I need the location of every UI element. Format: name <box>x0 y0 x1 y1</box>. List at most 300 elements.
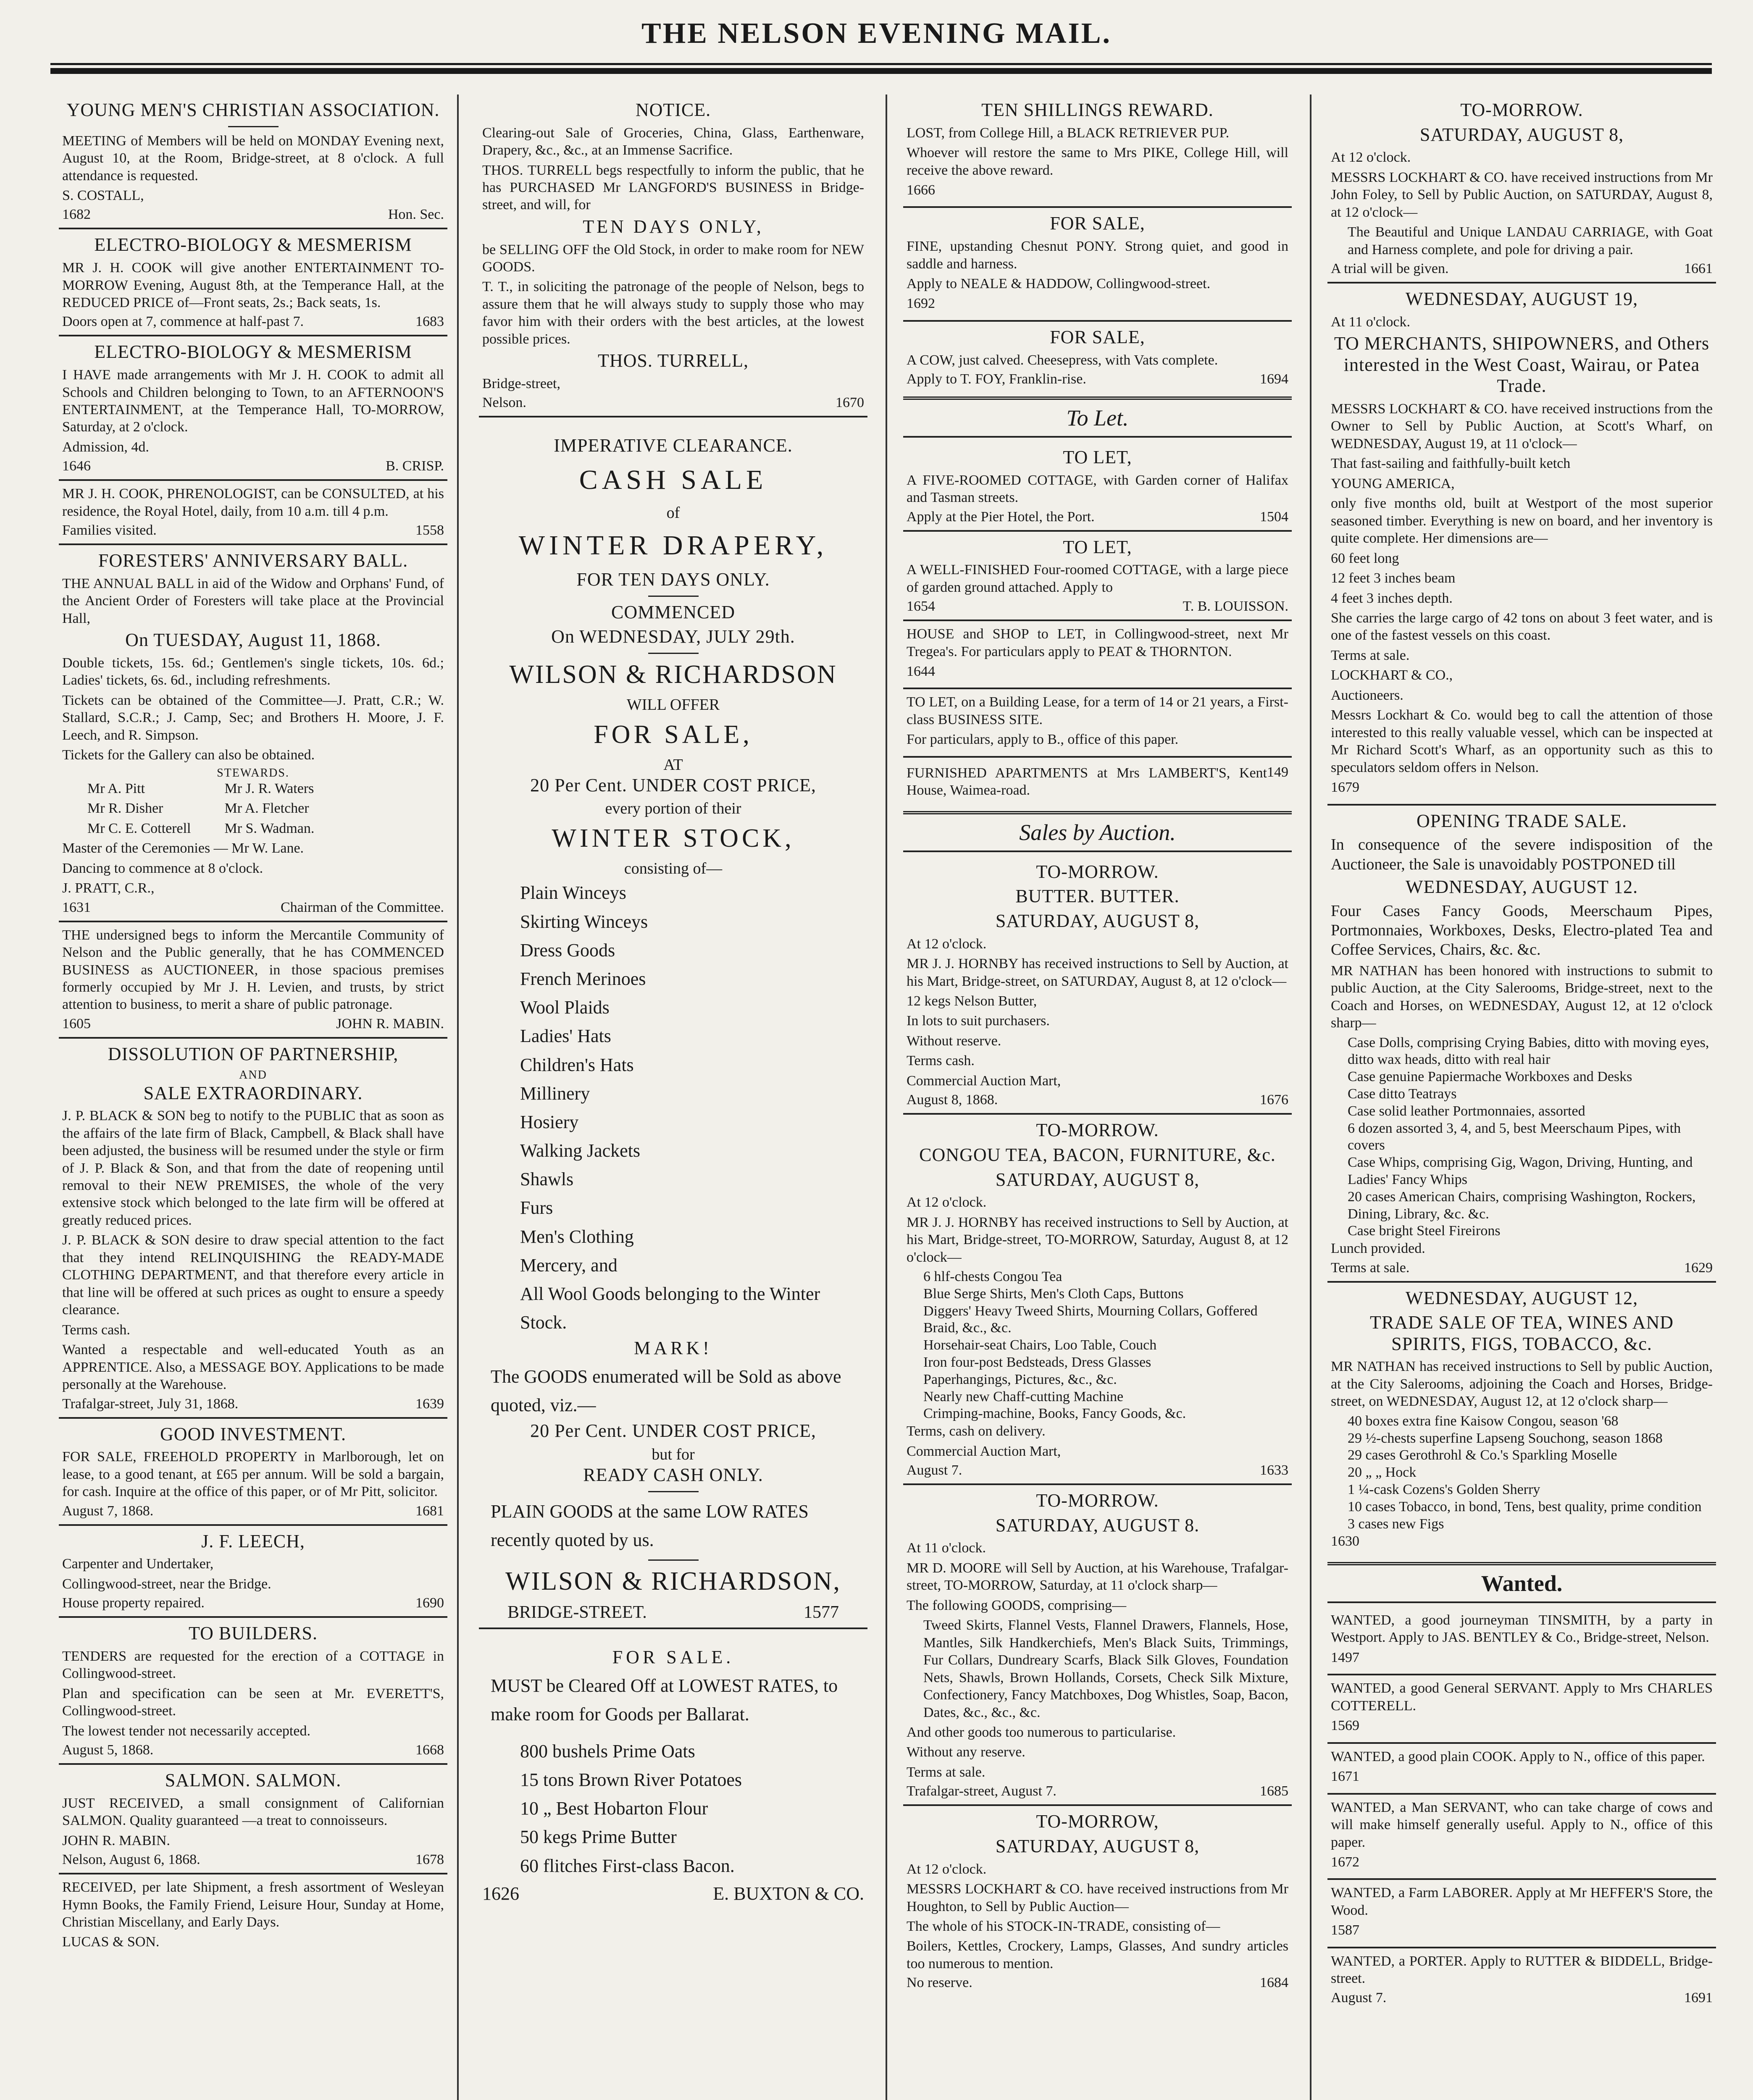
ad-date: August 7. <box>1331 1990 1387 2006</box>
list-item: 10 „ Best Hobarton Flour <box>520 1798 708 1819</box>
ad-body: WANTED, a PORTER. Apply to RUTTER & BIDDELL, Bridge-street. <box>1331 1953 1713 1987</box>
ad-title: YOUNG MEN'S CHRISTIAN ASSOCIATION. <box>66 100 440 120</box>
ad-wanted-man-servant <box>1327 1793 1716 1879</box>
ad-body: A COW, just calved. Cheesepress, with Vats complete. <box>907 352 1218 368</box>
ad-body: I HAVE made arrangements with Mr J. H. COOK to admit all Schools and Children belonging to Town, to an AFTERNOON'S ENTERTAINMENT, at the Temperance Hall, TO-MORROW, Saturday, at 2 o'clock. <box>62 367 444 435</box>
ad-of: of <box>666 504 680 522</box>
ad-number: 1676 <box>1260 1092 1288 1108</box>
ad-number: 1670 <box>836 395 864 411</box>
ad-goods: Four Cases Fancy Goods, Meerschaum Pipes, Portmonnaies, Workboxes, Desks, Electro-plated Tea and Coffee Services, Chairs, &c. &c. <box>1331 902 1713 959</box>
ad-body: WANTED, a Farm LABORER. Apply at Mr HEFFER'S Store, the Wood. <box>1331 1885 1713 1918</box>
ad-body-2: Plan and specification can be seen at Mr. EVERETT'S, Collingwood-street. <box>62 1685 444 1719</box>
ad-number: 1683 <box>415 314 444 330</box>
ad-cottage-2 <box>903 530 1292 620</box>
ad-line: The Beautiful and Unique LANDAU CARRIAGE, with Goat and Harness complete, and pole for driving a pair. <box>1348 224 1713 257</box>
ad-imperative: IMPERATIVE CLEARANCE. <box>554 435 793 456</box>
ad-moore-auction <box>903 1483 1292 1804</box>
ad-time: At 12 o'clock. <box>1331 150 1411 165</box>
ad-number: 1605 <box>62 1016 91 1032</box>
ad-ship: YOUNG AMERICA, <box>1331 475 1455 491</box>
ad-signature-town: Nelson. <box>482 395 526 411</box>
ad-body: FOR SALE, FREEHOLD PROPERTY in Marlborough, let on lease, to a good tenant, at £65 per annum. Will be sold a bargain, for cash. Inquire at the office of this paper, or of Mr Pitt, solicitor. <box>62 1449 444 1500</box>
ad-title: TEN SHILLINGS REWARD. <box>981 100 1214 120</box>
ad-number: 1681 <box>415 1503 444 1519</box>
ad-signature: LOCKHART & CO., <box>1331 667 1453 683</box>
ad-number: 1694 <box>1260 371 1288 387</box>
ad-signature: J. PRATT, C.R., <box>62 880 155 896</box>
ad-title: BUTTER. BUTTER. <box>1015 886 1180 907</box>
column-rule <box>886 94 887 2100</box>
ad-number: 1661 <box>1684 261 1713 276</box>
ad-line: Admission, 4d. <box>62 439 149 455</box>
list-item: Children's Hats <box>520 1054 634 1075</box>
section-to-let: To Let. <box>903 396 1292 438</box>
steward: Mr C. E. Cotterell <box>87 820 191 836</box>
ad-line: The following GOODS, comprising— <box>907 1597 1127 1613</box>
ad-line: Families visited. <box>62 522 157 538</box>
ad-every: every portion of their <box>605 800 741 818</box>
ad-gallery: Tickets for the Gallery can also be obtained. <box>62 747 315 763</box>
ad-goods: The GOODS enumerated will be Sold as above quoted, viz.— <box>491 1366 841 1416</box>
ad-number: 1497 <box>1331 1649 1359 1665</box>
ad-signature-role: Hon. Sec. <box>388 207 444 223</box>
ad-line: only five months old, built at Westport of the most superior seasoned timber. Everything is new on board, and her inventory is quite complete. Her dimensions are— <box>1331 496 1713 546</box>
list-item: Iron four-post Bedsteads, Dress Glasses <box>923 1354 1151 1370</box>
ad-cottage-1 <box>903 442 1292 530</box>
ad-signature: LUCAS & SON. <box>62 1934 160 1950</box>
dimension: 60 feet long <box>1331 550 1399 566</box>
ad-ten-days: FOR TEN DAYS ONLY. <box>576 569 770 590</box>
ad-time: At 11 o'clock. <box>907 1540 986 1556</box>
ad-body: MESSRS LOCKHART & CO. have received instructions from Mr John Foley, to Sell by Public Auction, on SATURDAY, August 8, at 12 o'clock— <box>1331 169 1713 220</box>
ad-master: Master of the Ceremonies — Mr W. Lane. <box>62 840 304 856</box>
ad-firm: WILSON & RICHARDSON <box>509 660 837 689</box>
ad-body-2: Apply to T. FOY, Franklin-rise. <box>907 371 1086 387</box>
ad-wanted-servant <box>1327 1674 1716 1742</box>
ad-number: 1690 <box>415 1595 444 1611</box>
ad-time: At 12 o'clock. <box>907 1861 987 1877</box>
ad-turrell-notice <box>479 94 867 416</box>
ad-body-2: Apply at the Pier Hotel, the Port. <box>907 509 1095 525</box>
ad-buxton-for-sale <box>479 1628 867 1909</box>
ad-line: The whole of his STOCK-IN-TRADE, consisting of— <box>907 1918 1220 1934</box>
ad-body-2: MR NATHAN has been honored with instructions to submit to public Auction, at the City Salerooms, Bridge-street, next to the Coach and Horses, on WEDNESDAY, August 12, at 12 o'clock sharp— <box>1331 963 1713 1031</box>
list-item: Wool Plaids <box>520 997 610 1018</box>
list-item: Plain Winceys <box>520 882 626 903</box>
masthead-rule-thick <box>50 68 1712 74</box>
ad-line: The lowest tender not necessarily accepted. <box>62 1723 310 1739</box>
ad-number: 1577 <box>804 1602 839 1622</box>
ad-lockhart-houghton <box>903 1804 1292 1996</box>
ad-date: SATURDAY, AUGUST 8, <box>995 1169 1200 1190</box>
ad-number: 1569 <box>1331 1718 1359 1734</box>
ad-to-builders <box>59 1616 447 1763</box>
ad-phrenologist <box>59 479 447 543</box>
ad-body: WANTED, a good General SERVANT. Apply to Mrs CHARLES COTTERELL. <box>1331 1680 1713 1714</box>
ad-body: MR J. H. COOK will give another ENTERTAINMENT TO-MORROW Evening, August 8th, at the Temperance Hall, at the REDUCED PRICE of—Front seats, 2s.; Back seats, 1s. <box>62 260 444 310</box>
list-item: Case solid leather Portmonnaies, assorted <box>1348 1103 1585 1119</box>
ad-tickets: Double tickets, 15s. 6d.; Gentlemen's single tickets, 10s. 6d.; Ladies' tickets, 6s. 6d., including refreshments. <box>62 655 444 688</box>
ad-number: 1639 <box>415 1396 444 1412</box>
ad-dissolution <box>59 1037 447 1417</box>
ad-building-lease <box>903 688 1292 756</box>
ad-line: Clearing-out Sale of Groceries, China, Glass, Earthenware, Drapery, &c., &c., at an Immense Sacrifice. <box>482 125 864 158</box>
ad-butter-auction <box>903 856 1292 1113</box>
column-2 <box>479 94 867 2100</box>
ad-ymca <box>59 94 447 228</box>
ad-line: A trial will be given. <box>1331 261 1449 276</box>
ad-terms: Terms at sale. <box>1331 1260 1410 1276</box>
list-item: Hosiery <box>520 1111 579 1132</box>
ad-body-2: be SELLING OFF the Old Stock, in order to make room for NEW GOODS. <box>482 242 864 275</box>
ad-wanted-porter <box>1327 1947 1716 2011</box>
dimension: 12 feet 3 inches beam <box>1331 570 1456 586</box>
ad-at: AT <box>663 756 683 774</box>
ad-leech <box>59 1524 447 1617</box>
ad-body: MEETING of Members will be held on MONDAY Evening next, August 10, at the Room, Bridge-street, at 8 o'clock. A full attendance is requested. <box>62 133 444 184</box>
column-1 <box>59 94 447 2100</box>
ad-line: House property repaired. <box>62 1595 205 1611</box>
ad-mark: MARK! <box>634 1338 712 1359</box>
column-3 <box>903 94 1292 2100</box>
list-item: Horsehair-seat Chairs, Loo Table, Couch <box>923 1337 1157 1353</box>
ad-body: WANTED, a Man SERVANT, who can take charge of cows and will make himself generally useful. Apply to N., office of this paper. <box>1331 1799 1713 1850</box>
list-item: Ladies' Hats <box>520 1026 611 1047</box>
ad-house-shop <box>903 620 1292 688</box>
ad-commenced: COMMENCED <box>611 601 736 622</box>
masthead-rule <box>50 63 1712 65</box>
ad-time: At 12 o'clock. <box>907 936 987 952</box>
ad-body: MUST be Cleared Off at LOWEST RATES, to make room for Goods per Ballarat. <box>491 1675 838 1725</box>
list-item: Mercery, and <box>520 1255 618 1276</box>
ad-ten-days: TEN DAYS ONLY, <box>583 216 764 237</box>
ad-body: J. P. BLACK & SON beg to notify to the PUBLIC that as soon as the affairs of the late firm of Black, Campbell, & Black shall have been adjusted, the business will be resumed under the style or firm of J. P. Black & Son, and that from the date of reopening until removal to their NEW PREMISES, the whole of the very extensive stock which belonged to the late firm will be offered at greatly reduced prices. <box>62 1108 444 1228</box>
ad-line: Boilers, Kettles, Crockery, Lamps, Glasses, And sundry articles too numerous to mention. <box>907 1938 1288 1971</box>
ad-pct-2: 20 Per Cent. UNDER COST PRICE, <box>530 1420 816 1441</box>
ad-number: 1672 <box>1331 1854 1359 1870</box>
ad-signature: THOS. TURRELL, <box>597 350 749 371</box>
list-item: 20 cases American Chairs, comprising Washington, Rockers, Dining, Library, &c. &c. <box>1348 1189 1696 1222</box>
ad-title: TO LET, <box>1063 447 1132 467</box>
dimension: 4 feet 3 inches depth. <box>1331 590 1453 606</box>
list-item: 29 ½-chests superfine Lapseng Souchong, season 1868 <box>1348 1430 1663 1446</box>
ad-number: 1668 <box>415 1742 444 1758</box>
ad-body: RECEIVED, per late Shipment, a fresh assortment of Wesleyan Hymn Books, the Family Friend, Leisure Hour, Sunday at Home, Christian Miscellany, and Early Days. <box>62 1880 444 1930</box>
produce-list <box>482 1737 864 1880</box>
ad-signature: JOHN R. MABIN. <box>336 1016 444 1032</box>
ad-obtain: Tickets can be obtained of the Committee—J. Pratt, C.R.; W. Stallard, S.C.R.; J. Camp, Sec; and Brothers H. Moore, J. F. Leech, and R. Simpson. <box>62 692 444 743</box>
ad-terms: Terms cash. <box>62 1322 130 1338</box>
ad-date: SATURDAY, AUGUST 8, <box>995 911 1200 931</box>
ad-line: That fast-sailing and faithfully-built ketch <box>1331 456 1571 472</box>
ad-reserve: No reserve. <box>907 1975 972 1991</box>
ad-body: WANTED, a good plain COOK. Apply to N., office of this paper. <box>1331 1748 1705 1764</box>
ad-consisting: consisting of— <box>624 860 723 878</box>
ad-body-2: For particulars, apply to B., office of this paper. <box>907 732 1179 748</box>
ad-line: 12 kegs Nelson Butter, <box>907 993 1037 1009</box>
ad-ten-shillings-reward <box>903 94 1292 206</box>
ad-winter-drapery: WINTER DRAPERY, <box>518 530 828 561</box>
ad-number: 1587 <box>1331 1922 1359 1938</box>
ad-number: 1633 <box>1260 1462 1288 1478</box>
list-item: 6 hlf-chests Congou Tea <box>923 1269 1062 1284</box>
ad-date: On TUESDAY, August 11, 1868. <box>125 630 381 651</box>
list-item: 20 „ „ Hock <box>1348 1465 1417 1480</box>
ad-date: WEDNESDAY, AUGUST 12, <box>1405 1287 1638 1308</box>
list-item: 3 cases new Figs <box>1348 1516 1444 1532</box>
ad-title: TO BUILDERS. <box>189 1623 318 1644</box>
list-item: French Merinoes <box>520 968 646 989</box>
ad-hymn-books <box>59 1873 447 1958</box>
ad-number: 1682 <box>62 207 91 223</box>
ad-signature: E. BUXTON & CO. <box>713 1883 864 1904</box>
list-item: Furs <box>520 1197 553 1218</box>
list-item: 50 kegs Prime Butter <box>520 1827 677 1848</box>
ad-number: 1504 <box>1260 509 1288 525</box>
ad-tomorrow: TO-MORROW, <box>1036 1811 1159 1832</box>
list-item: Dress Goods <box>520 940 615 961</box>
ad-signature-role: Chairman of the Committee. <box>280 899 444 915</box>
list-item: Case Dolls, comprising Crying Babies, ditto with moving eyes, ditto wax heads, ditto with real hair <box>1348 1034 1709 1068</box>
ad-firm-2: WILSON & RICHARDSON, <box>505 1567 841 1596</box>
ad-number: 1666 <box>907 182 935 198</box>
ad-cash-sale: CASH SALE <box>579 465 767 495</box>
ad-wilson-richardson <box>479 416 867 1628</box>
ad-title: DISSOLUTION OF PARTNERSHIP, <box>108 1043 399 1064</box>
list-item: 800 bushels Prime Oats <box>520 1740 695 1761</box>
ad-date: August 5, 1868. <box>62 1742 154 1758</box>
ad-date: August 8, 1868. <box>907 1092 998 1108</box>
ad-terms: Terms, cash on delivery. <box>907 1423 1046 1439</box>
steward: Mr A. Pitt <box>87 780 145 796</box>
ad-tomorrow: TO-MORROW. <box>1460 100 1583 120</box>
section-wanted: Wanted. <box>1327 1562 1716 1603</box>
ad-line: Doors open at 7, commence at half-past 7. <box>62 314 304 330</box>
list-item: 10 cases Tobacco, in bond, Tens, best quality, prime condition <box>1348 1499 1702 1515</box>
ad-title: TO LET, <box>1063 536 1132 557</box>
ad-date: August 7, 1868. <box>62 1503 154 1519</box>
ad-number: 1558 <box>415 522 444 538</box>
ad-date: Trafalgar-street, July 31, 1868. <box>62 1396 239 1412</box>
ad-body: MR J. J. HORNBY has received instructions to Sell by Auction, at his Mart, Bridge-street, on SATURDAY, August 8, at 12 o'clock— <box>907 956 1288 989</box>
ad-terms: Terms at sale. <box>907 1764 986 1780</box>
ad-title: ELECTRO-BIOLOGY & MESMERISM <box>94 341 412 362</box>
ad-ketch-sale <box>1327 282 1716 804</box>
ad-body: JUST RECEIVED, a small consignment of Californian SALMON. Quality guaranteed —a treat to connoisseurs. <box>62 1795 444 1829</box>
list-item: 60 flitches First-class Bacon. <box>520 1855 735 1876</box>
ad-body-3: T. T., in soliciting the patronage of the people of Nelson, begs to assure them that he will always study to supply those who may favor him with their orders with the best articles, at the lowest possible prices. <box>482 279 864 347</box>
stock-list <box>482 879 864 1337</box>
ad-body-2: Whoever will restore the same to Mrs PIKE, College Hill, will receive the above reward. <box>907 145 1288 178</box>
ad-street: BRIDGE-STREET. <box>507 1602 647 1622</box>
ad-dancing: Dancing to commence at 8 o'clock. <box>62 860 263 876</box>
ad-number: 1646 <box>62 458 91 474</box>
ad-cow <box>903 320 1292 392</box>
ad-lunch: Lunch provided. <box>1331 1241 1425 1257</box>
ad-body: THOS. TURRELL begs respectfully to inform the public, that he has PURCHASED Mr LANGFORD'S BUSINESS in Bridge-street, and will, for <box>482 162 864 213</box>
steward: Mr R. Disher <box>87 801 163 816</box>
ad-line: Terms cash. <box>907 1053 975 1069</box>
ad-pony <box>903 206 1292 320</box>
masthead: THE NELSON EVENING MAIL. <box>641 17 1112 50</box>
ad-ready-cash: READY CASH ONLY. <box>583 1464 763 1485</box>
steward: Mr A. Fletcher <box>224 801 309 816</box>
ad-title: OPENING TRADE SALE. <box>1417 810 1627 831</box>
ad-wanted-cook <box>1327 1742 1716 1793</box>
ad-title: SALMON. SALMON. <box>165 1770 342 1791</box>
ad-date: August 7. <box>907 1462 962 1478</box>
ad-number: 1654 <box>907 598 935 614</box>
stewards-list <box>87 780 444 840</box>
list-item: 1 ¼-cask Cozens's Golden Sherry <box>1348 1481 1540 1497</box>
ad-signature: B. CRISP. <box>386 458 444 474</box>
ad-title-2: SALE EXTRAORDINARY. <box>143 1082 363 1103</box>
ad-body: A FIVE-ROOMED COTTAGE, with Garden corner of Halifax and Tasman streets. <box>907 472 1288 506</box>
ad-line: Messrs Lockhart & Co. would beg to call the attention of those interested to this really valuable vessel, which can be inspected at Mr Richard Scott's Wharf, as an opportunity such as this to speculators seldom offers in Nelson. <box>1331 707 1713 775</box>
ad-terms: Terms at sale. <box>1331 647 1410 663</box>
ad-body: THE ANNUAL BALL in aid of the Widow and Orphans' Fund, of the Ancient Order of Foresters will take place at the Provincial Hall, <box>62 575 444 626</box>
ad-opening-trade-sale <box>1327 804 1716 1281</box>
ad-wanted-tinsmith <box>1327 1607 1716 1674</box>
ad-body: FURNISHED APARTMENTS at Mrs LAMBERT'S, Kent House, Waimea-road. <box>907 765 1267 798</box>
ad-body: MR D. MOORE will Sell by Auction, at his Warehouse, Trafalgar-street, TO-MORROW, Saturday, at 11 o'clock sharp— <box>907 1560 1288 1593</box>
ad-body: MR NATHAN has received instructions to Sell by public Auction, at the City Salerooms, adjoining the Coach and Horses, Bridge-street, on WEDNESDAY, August 12, at 12 o'clock sharp— <box>1331 1359 1713 1410</box>
ad-body: TENDERS are requested for the erection of a COTTAGE in Collingwood-street. <box>62 1648 444 1682</box>
ad-date: SATURDAY, AUGUST 8. <box>995 1515 1200 1536</box>
ad-body: A WELL-FINISHED Four-roomed COTTAGE, with a large piece of garden ground attached. Apply to <box>907 562 1288 595</box>
ad-electro-biology-2 <box>59 335 447 479</box>
ad-foresters-ball <box>59 543 447 920</box>
list-item: Shawls <box>520 1169 574 1190</box>
steward: Mr J. R. Waters <box>224 780 314 796</box>
ad-pct: 20 Per Cent. UNDER COST PRICE, <box>530 774 816 795</box>
ad-winter-stock: WINTER STOCK, <box>552 824 795 853</box>
ad-body: WANTED, a good journeyman TINSMITH, by a party in Westport. Apply to JAS. BENTLEY & Co., Bridge-street, Nelson. <box>1331 1612 1713 1646</box>
stewards-title: STEWARDS. <box>217 766 289 780</box>
ad-time: At 11 o'clock. <box>1331 314 1410 330</box>
list-item: Case bright Steel Fireirons <box>1348 1223 1501 1239</box>
ad-good-investment <box>59 1417 447 1524</box>
ad-plain-goods: PLAIN GOODS at the same LOW RATES recently quoted by us. <box>491 1501 809 1550</box>
ad-goods-list: Tweed Skirts, Flannel Vests, Flannel Drawers, Flannels, Hose, Mantles, Silk Handkerchiefs, Men's Black Suits, Trimmings, Fur Collars, Dundreary Scarfs, Black Silk Gloves, Foundation Nets, Shawls, Brown Hollands, Corsets, Check Silk Mixture, Confectionery, Fancy Matchboxes, Dog Whistles, Soap, Bacon, Dates, &c., &c., &c. <box>923 1617 1288 1720</box>
ad-congou-auction <box>903 1113 1292 1483</box>
ad-tomorrow: TO-MORROW. <box>1036 1490 1159 1511</box>
ad-number: 1684 <box>1260 1975 1288 1991</box>
ad-line: She carries the large cargo of 42 tons on about 3 feet water, and is one of the fastest vessels on this coast. <box>1331 610 1713 643</box>
ad-title: FOR SALE, <box>1050 326 1145 347</box>
ad-body-2: J. P. BLACK & SON desire to draw special attention to the fact that they intend RELINQUISHING the READY-MADE CLOTHING DEPARTMENT, and that therefore every article in that line will be offered at such prices as ought to ensure a speedy clearance. <box>62 1232 444 1318</box>
ad-title: ELECTRO-BIOLOGY & MESMERISM <box>94 234 412 255</box>
list-item: Case ditto Teatrays <box>1348 1086 1457 1102</box>
ad-body: TO LET, on a Building Lease, for a term of 14 or 21 years, a First-class BUSINESS SITE. <box>907 694 1288 727</box>
ad-other: And other goods too numerous to particularise. <box>907 1724 1176 1740</box>
column-4 <box>1327 94 1716 2100</box>
ad-electro-biology-1 <box>59 228 447 335</box>
ad-mart: Commercial Auction Mart, <box>907 1073 1061 1089</box>
ad-signature-role: Auctioneers. <box>1331 687 1403 703</box>
ad-reserve: Without any reserve. <box>907 1744 1025 1760</box>
ad-for-sale: FOR SALE, <box>594 720 753 749</box>
ad-number: 1644 <box>907 664 935 679</box>
ad-title: TO MERCHANTS, SHIPOWNERS, and Others interested in the West Coast, Wairau, or Patea Trade. <box>1334 333 1710 396</box>
ad-mart: Commercial Auction Mart, <box>907 1443 1061 1459</box>
ad-title: FOR SALE. <box>612 1646 734 1667</box>
ad-number: 1626 <box>482 1883 519 1904</box>
ad-but-for: but for <box>652 1445 695 1463</box>
list-item: All Wool Goods belonging to the Winter Stock. <box>520 1284 820 1333</box>
ad-body: MESSRS LOCKHART & CO. have received instructions from Mr Houghton, to Sell by Public Auction— <box>907 1881 1288 1914</box>
ad-title: CONGOU TEA, BACON, FURNITURE, &c. <box>919 1144 1276 1165</box>
ad-tomorrow: TO-MORROW. <box>1036 1120 1159 1141</box>
ad-number: 1671 <box>1331 1769 1359 1785</box>
ad-date: On WEDNESDAY, JULY 29th. <box>551 626 795 647</box>
ad-title: TRADE SALE OF TEA, WINES AND SPIRITS, FIGS, TOBACCO, &c. <box>1369 1312 1674 1354</box>
ad-trade-sale-tea <box>1327 1281 1716 1558</box>
list-item: Crimping-machine, Books, Fancy Goods, &c. <box>923 1406 1186 1422</box>
ad-line: Carpenter and Undertaker, <box>62 1556 214 1572</box>
ad-date: WEDNESDAY, AUGUST 12. <box>1405 877 1638 897</box>
ad-signature-street: Bridge-street, <box>482 375 560 391</box>
ad-body: THE undersigned begs to inform the Mercantile Community of Nelson and the Public generally, that he has COMMENCED BUSINESS as AUCTIONEER, in those spacious premises formerly occupied by Mr J. H. Levien, and trusts, by strict attention to business, to merit a share of public patronage. <box>62 927 444 1013</box>
ad-body: In consequence of the severe indisposition of the Auctioneer, the Sale is unavoidably POSTPONED till <box>1331 836 1713 873</box>
list-item: Nearly new Chaff-cutting Machine <box>923 1389 1124 1404</box>
list-item: Case Whips, comprising Gig, Wagon, Driving, Hunting, and Ladies' Fancy Whips <box>1348 1155 1693 1187</box>
ad-line: Collingwood-street, near the Bridge. <box>62 1576 271 1592</box>
ad-time: At 12 o'clock. <box>907 1194 987 1210</box>
ad-furnished-apartments <box>903 756 1292 807</box>
column-rule <box>457 94 459 2100</box>
ad-number: 1630 <box>1331 1533 1359 1549</box>
ad-salmon <box>59 1763 447 1873</box>
section-sales-by-auction: Sales by Auction. <box>903 811 1292 852</box>
list-item: 40 boxes extra fine Kaisow Congou, season '68 <box>1348 1413 1619 1429</box>
list-item: Blue Serge Shirts, Men's Cloth Caps, Buttons <box>923 1286 1184 1302</box>
ad-title: J. F. LEECH, <box>201 1530 305 1551</box>
ad-date: SATURDAY, AUGUST 8, <box>1419 124 1624 145</box>
ad-signature: JOHN R. MABIN. <box>62 1832 170 1848</box>
list-item: Men's Clothing <box>520 1226 634 1247</box>
ad-number: 1679 <box>1331 780 1359 795</box>
ad-line: Without reserve. <box>907 1033 1001 1049</box>
ad-date: SATURDAY, AUGUST 8, <box>995 1835 1200 1856</box>
ad-number: 1685 <box>1260 1783 1288 1799</box>
ad-mabin-auctioneer <box>59 921 447 1037</box>
list-item: Diggers' Heavy Tweed Shirts, Mourning Collars, Goffered Braid, &c., &c. <box>923 1303 1258 1336</box>
ad-body: FINE, upstanding Chesnut PONY. Strong quiet, and good in saddle and harness. <box>907 239 1288 272</box>
column-rule <box>1310 94 1311 2100</box>
ad-number: 1692 <box>907 296 935 312</box>
list-item: Paperhangings, Pictures, &c., &c. <box>923 1371 1117 1387</box>
list-item: 6 dozen assorted 3, 4, and 5, best Meerschaum Pipes, with covers <box>1348 1120 1681 1153</box>
ad-date: Nelson, August 6, 1868. <box>62 1852 200 1868</box>
ad-title: NOTICE. <box>635 100 711 120</box>
ad-number: 1631 <box>62 899 91 915</box>
ad-date: WEDNESDAY, AUGUST 19, <box>1405 289 1638 309</box>
ad-body: LOST, from College Hill, a BLACK RETRIEVER PUP. <box>907 125 1230 141</box>
ad-will-offer: WILL OFFER <box>626 696 720 714</box>
ad-wanted-laborer <box>1327 1878 1716 1946</box>
ad-body: MR J. J. HORNBY has received instructions to Sell by Auction, at his Mart, Bridge-street, TO-MORROW, Saturday, August 8, at 12 o'clock— <box>907 1214 1288 1265</box>
list-item: Walking Jackets <box>520 1140 641 1161</box>
ad-body: MR J. H. COOK, PHRENOLOGIST, can be CONSULTED, at his residence, the Royal Hotel, daily, from 10 a.m. till 4 p.m. <box>62 486 444 519</box>
list-item: Millinery <box>520 1083 590 1104</box>
ad-number: 1678 <box>415 1852 444 1868</box>
ad-title: FORESTERS' ANNIVERSARY BALL. <box>98 550 408 571</box>
ad-body-2: Apply to NEALE & HADDOW, Collingwood-street. <box>907 276 1211 291</box>
ad-wanted: Wanted a respectable and well-educated Youth as an APPRENTICE. Also, a MESSAGE BOY. Applications to be made personally at the Warehouse. <box>62 1342 444 1393</box>
ad-signature: T. B. LOUISSON. <box>1183 598 1288 614</box>
list-item: 15 tons Brown River Potatoes <box>520 1769 742 1790</box>
